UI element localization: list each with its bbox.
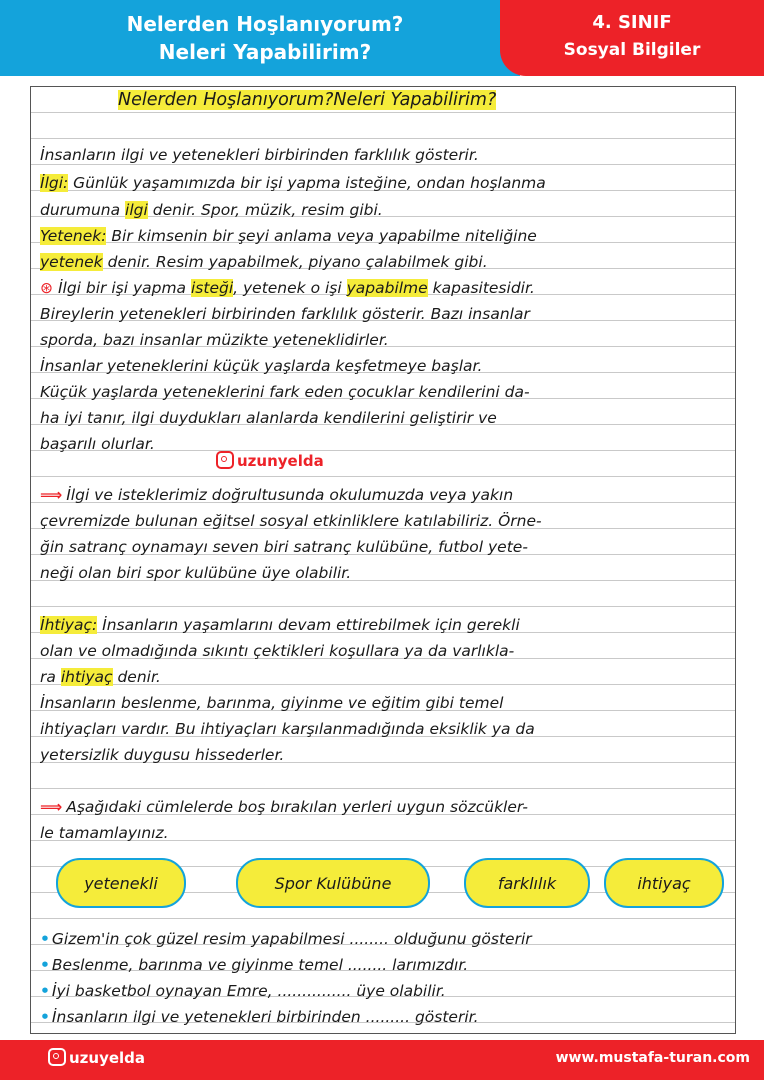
exercise-question: • Beslenme, barınma ve giyinme temel ........ larımızdır.: [40, 956, 469, 974]
ihtiyac-definition-line2: olan ve olmadığında sıkıntı çektikleri koşullara ya da varlıkla-: [40, 642, 515, 660]
ihtiyac-definition-line1: İhtiyaç: İnsanların yaşamlarını devam ettirebilmek için gerekli: [40, 616, 520, 634]
exercise-question: • İnsanların ilgi ve yetenekleri birbirinden ......... gösterir.: [40, 1008, 479, 1026]
yetenek-term: Yetenek:: [40, 227, 107, 245]
text-line: yetersizlik duygusu hissederler.: [40, 746, 285, 764]
word-bank-item: Spor Kulübüne: [236, 858, 430, 908]
text-line: neği olan biri spor kulübüne üye olabilir.: [40, 564, 352, 582]
star-icon: ⊛: [40, 279, 53, 297]
ihtiyac-term: İhtiyaç:: [40, 616, 98, 634]
text-line: çevremizde bulunan eğitsel sosyal etkinliklere katılabiliriz. Örne-: [40, 512, 542, 530]
word-bank-item: farklılık: [464, 858, 590, 908]
subject-label: Sosyal Bilgiler: [563, 40, 701, 60]
text-line: sporda, bazı insanlar müzikte yeteneklidirler.: [40, 331, 389, 349]
word-bank-item: yetenekli: [56, 858, 186, 908]
word-bank-item: ihtiyaç: [604, 858, 724, 908]
text-line: Küçük yaşlarda yeteneklerini fark eden çocuklar kendilerini da-: [40, 383, 530, 401]
text-line: ha iyi tanır, ilgi duydukları alanlarda kendilerini geliştirir ve: [40, 409, 497, 427]
arrow-icon: ⟹: [40, 798, 63, 816]
instagram-icon: [216, 451, 234, 469]
ilgi-definition-line1: İlgi: Günlük yaşamımızda bir işi yapma isteğine, ondan hoşlanma: [40, 174, 546, 192]
text-line: başarılı olurlar.: [40, 435, 155, 453]
instagram-watermark: uzunyelda: [216, 451, 324, 470]
task-instruction-line1: ⟹ Aşağıdaki cümlelerde boş bırakılan yerleri uygun sözcükler-: [40, 798, 529, 816]
ilgi-term: İlgi:: [40, 174, 69, 192]
text-line: ⟹ İlgi ve isteklerimiz doğrultusunda okulumuzda veya yakın: [40, 486, 514, 504]
instagram-icon: [48, 1048, 66, 1066]
text-line: İnsanlar yeteneklerini küçük yaşlarda keşfetmeye başlar.: [40, 357, 483, 375]
yetenek-definition-line1: Yetenek: Bir kimsenin bir şeyi anlama veya yapabilme niteliğine: [40, 227, 537, 245]
exercise-question: • Gizem'in çok güzel resim yapabilmesi ........ olduğunu gösterir: [40, 930, 532, 948]
key-note-line: ⊛ İlgi bir işi yapma isteği, yetenek o işi yapabilme kapasitesidir.: [40, 279, 535, 297]
footer-instagram: uzuyelda: [48, 1048, 145, 1067]
task-instruction-line2: le tamamlayınız.: [40, 824, 169, 842]
text-line: İnsanların beslenme, barınma, giyinme ve eğitim gibi temel: [40, 694, 504, 712]
notebook-title: Nelerden Hoşlanıyorum?Neleri Yapabilirim?: [118, 90, 497, 110]
text-line: İnsanların ilgi ve yetenekleri birbirinden farklılık gösterir.: [40, 146, 479, 164]
text-line: ihtiyaçları vardır. Bu ihtiyaçları karşılanmadığında eksiklik ya da: [40, 720, 535, 738]
yetenek-definition-line2: yetenek denir. Resim yapabilmek, piyano çalabilmek gibi.: [40, 253, 488, 271]
header-title-line2: Neleri Yapabilirim?: [158, 40, 372, 64]
text-line: Bireylerin yetenekleri birbirinden farklılık gösterir. Bazı insanlar: [40, 305, 530, 323]
grade-label: 4. SINIF: [592, 12, 672, 33]
ihtiyac-definition-line3: ra ihtiyaç denir.: [40, 668, 161, 686]
exercise-question: • İyi basketbol oynayan Emre, ............... üye olabilir.: [40, 982, 446, 1000]
footer-website[interactable]: www.mustafa-turan.com: [555, 1050, 750, 1066]
header-title-line1: Nelerden Hoşlanıyorum?: [126, 12, 404, 36]
text-line: ğin satranç oynamayı seven biri satranç kulübüne, futbol yete-: [40, 538, 528, 556]
ilgi-definition-line2: durumuna ilgi denir. Spor, müzik, resim gibi.: [40, 201, 383, 219]
arrow-icon: ⟹: [40, 486, 63, 504]
